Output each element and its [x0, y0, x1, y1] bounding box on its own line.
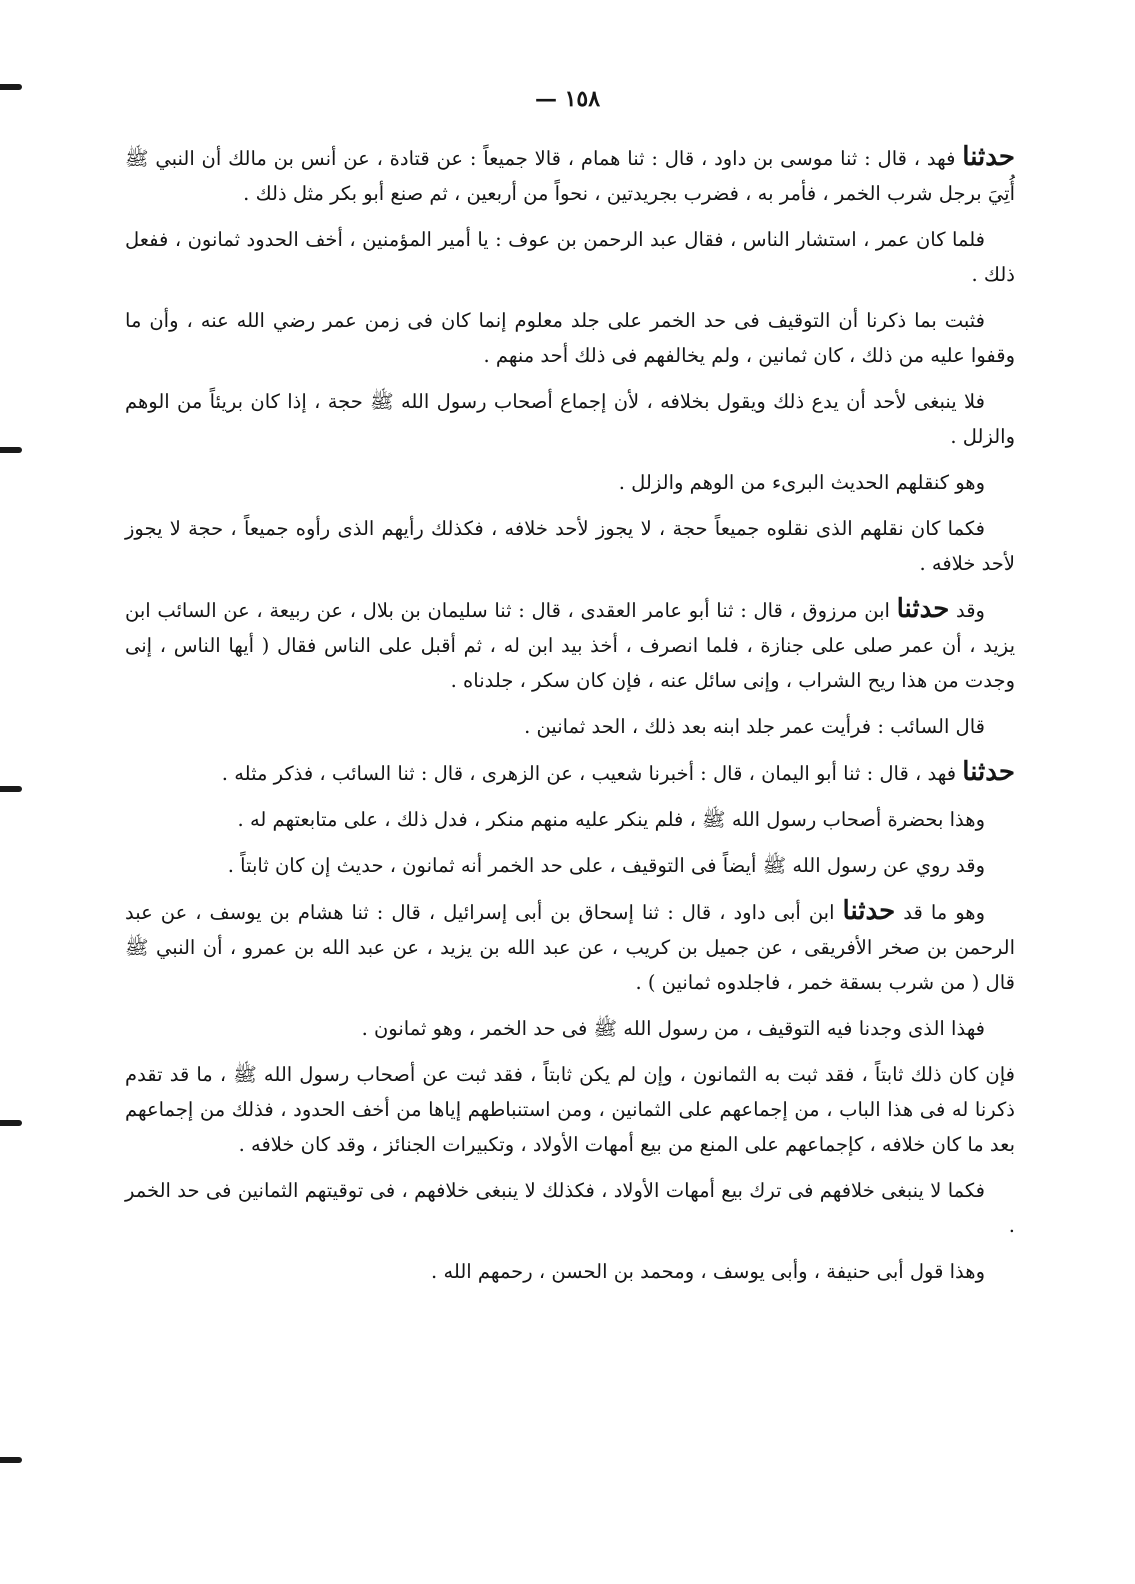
paragraph-text: وقد روي عن رسول الله ﷺ أيضاً فى التوقيف ، على حد الخمر أنه ثمانون ، حديث إن كان ثابتاً . [227, 854, 985, 877]
paragraph-text: فلا ينبغى لأحد أن يدع ذلك ويقول بخلافه ، لأن إجماع أصحاب رسول الله ﷺ حجة ، إذا كان بريئاً من الوهم والزلل . [125, 390, 1015, 448]
paragraph-text: فثبت بما ذكرنا أن التوقيف فى حد الخمر على جلد معلوم إنما كان فى زمن عمر رضي الله عنه ، وأن ما وقفوا عليه من ذلك ، كان ثمانين ، ولم يخالفهم فى ذلك أحد منهم . [125, 309, 1015, 367]
paragraph [125, 802, 1015, 837]
paragraph-text: وهذا بحضرة أصحاب رسول الله ﷺ ، فلم ينكر عليه منهم منكر ، فدل ذلك ، على متابعتهم له . [237, 808, 985, 831]
paragraph [125, 592, 1015, 698]
paragraph-prefix: وهو ما قد [895, 901, 985, 924]
paragraph-text: ابن أبى داود ، قال : ثنا إسحاق بن أبى إسرائيل ، قال : ثنا هشام بن يوسف ، عن عبد الرحمن بن صخر الأفريقى ، عن جميل بن كريب ، عن عبد الله بن يزيد ، عن عبد الله بن عمرو ، أن النبي ﷺ قال ( من شرب بسقة خمر ، فاجلدوه ثمانين ) . [125, 901, 1015, 994]
paragraph-prefix: وقد [949, 599, 985, 622]
paragraph [125, 511, 1015, 581]
text-body [125, 140, 1015, 1300]
paragraph-text: فكما كان نقلهم الذى نقلوه جميعاً حجة ، لا يجوز لأحد خلافه ، فكذلك رأيهم الذى رأوه جميعاً ، حجة لا يجوز لأحد خلافه . [125, 517, 1015, 575]
paragraph [125, 1254, 1015, 1289]
scan-edge-mark [0, 786, 22, 792]
page-number: ١٥٨ — [534, 86, 601, 112]
hadith-lead-word: حدثنا [842, 896, 896, 926]
paragraph [125, 709, 1015, 744]
paragraph [125, 1173, 1015, 1243]
paragraph [125, 755, 1015, 791]
paragraph-text: فهذا الذى وجدنا فيه التوقيف ، من رسول الله ﷺ فى حد الخمر ، وهو ثمانون . [361, 1017, 985, 1040]
hadith-lead-word: حدثنا [896, 594, 950, 624]
paragraph [125, 1057, 1015, 1162]
paragraph [125, 384, 1015, 454]
paragraph-text: فإن كان ذلك ثابتاً ، فقد ثبت به الثمانون ، وإن لم يكن ثابتاً ، فقد ثبت عن أصحاب رسول الله ﷺ ، ما قد تقدم ذكرنا له فى هذا الباب ، من إجماعهم على الثمانين ، ومن استنباطهم إياها من أخف الحدود ، فذلك من إجماعهم بعد ما كان خلافه ، كإجماعهم على المنع من بيع أمهات الأولاد ، وتكبيرات الجنائز ، وقد كان خلافه . [125, 1063, 1015, 1156]
scan-edge-mark [0, 1457, 22, 1463]
paragraph [125, 140, 1015, 211]
scan-edge-mark [0, 447, 22, 453]
paragraph-text: فلما كان عمر ، استشار الناس ، فقال عبد الرحمن بن عوف : يا أمير المؤمنين ، أخف الحدود ثمانون ، ففعل ذلك . [125, 228, 1015, 286]
paragraph [125, 303, 1015, 373]
paragraph [125, 894, 1015, 1000]
paragraph-text: ابن مرزوق ، قال : ثنا أبو عامر العقدى ، قال : ثنا سليمان بن بلال ، عن ربيعة ، عن السائب ابن يزيد ، أن عمر صلى على جنازة ، فلما انصرف ، أخذ بيد ابن له ، ثم أقبل على الناس فقال ( أيها الناس ، إنى وجدت من هذا ريح الشراب ، وإنى سائل عنه ، فإن كان سكر ، جلدناه . [125, 599, 1015, 692]
paragraph-text: فكما لا ينبغى خلافهم فى ترك بيع أمهات الأولاد ، فكذلك لا ينبغى خلافهم ، فى توقيتهم الثمانين فى حد الخمر . [125, 1179, 1015, 1237]
paragraph [125, 222, 1015, 292]
scan-edge-mark [0, 1120, 22, 1126]
paragraph [125, 848, 1015, 883]
paragraph-text: وهذا قول أبى حنيفة ، وأبى يوسف ، ومحمد بن الحسن ، رحمهم الله . [431, 1260, 985, 1283]
paragraph [125, 1011, 1015, 1046]
hadith-lead-word: حدثنا [962, 757, 1015, 787]
paragraph-text: قال السائب : فرأيت عمر جلد ابنه بعد ذلك ، الحد ثمانين . [524, 715, 985, 738]
paragraph [125, 465, 1015, 500]
paragraph-text: فهد ، قال : ثنا أبو اليمان ، قال : أخبرنا شعيب ، عن الزهرى ، قال : ثنا السائب ، فذكر مثله . [221, 762, 963, 785]
paragraph-text: فهد ، قال : ثنا موسى بن داود ، قال : ثنا همام ، قالا جميعاً : عن قتادة ، عن أنس بن مالك أن النبي ﷺ أُتِيَ برجل شرب الخمر ، فأمر به ، فضرب بجريدتين ، نحواً من أربعين ، ثم صنع أبو بكر مثل ذلك . [125, 147, 1015, 205]
paragraph-text: وهو كنقلهم الحديث البرىء من الوهم والزلل . [618, 471, 985, 494]
hadith-lead-word: حدثنا [962, 142, 1015, 172]
